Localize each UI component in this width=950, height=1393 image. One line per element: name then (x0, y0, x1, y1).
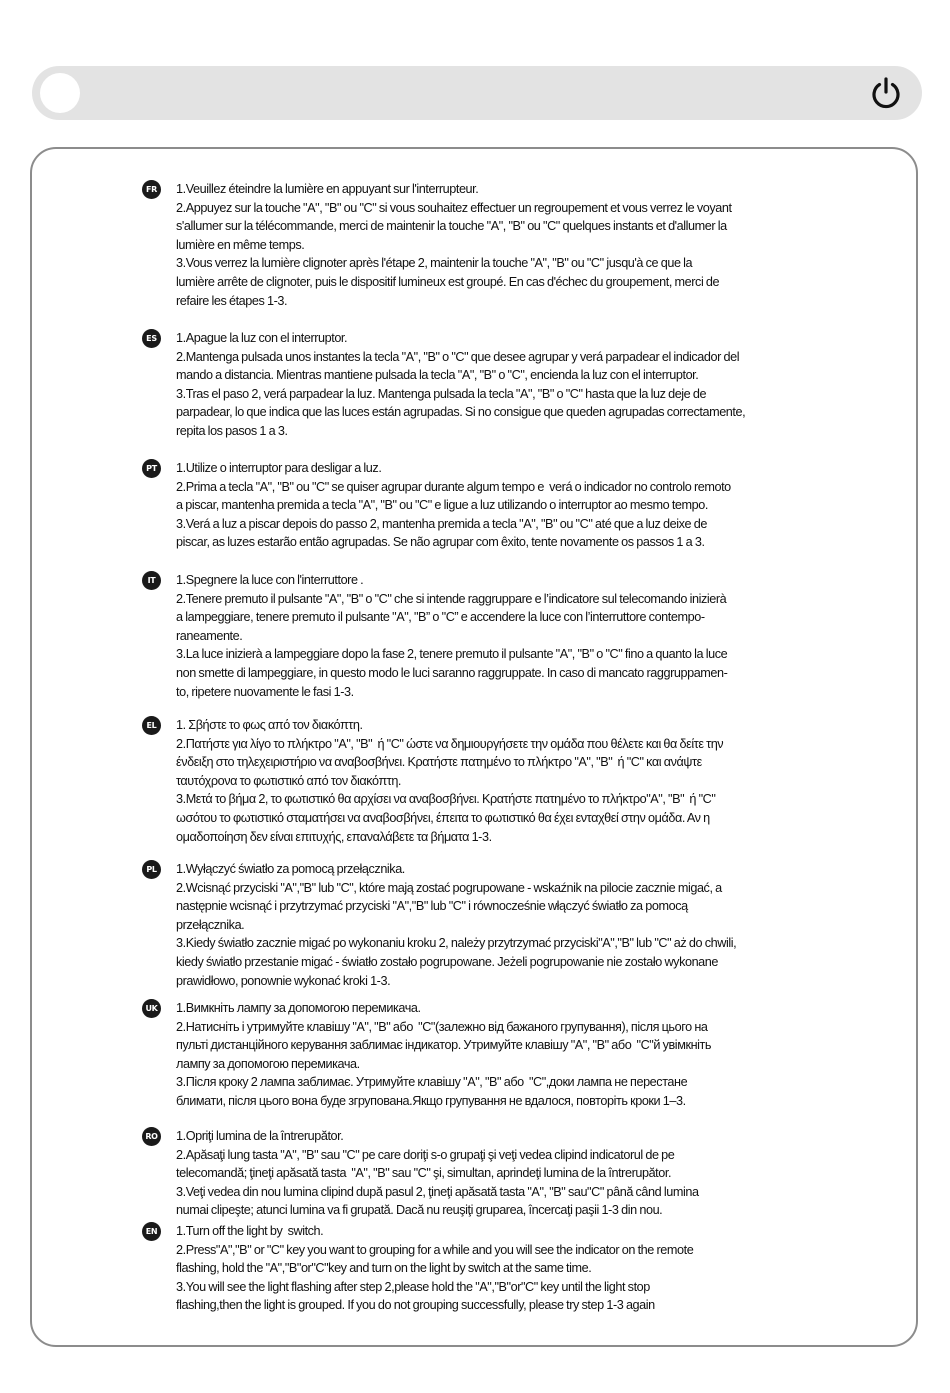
text-line: ομαδοποίηση δεν είναι επιτυχής, επαναλάβετε τα βήματα 1-3. (176, 828, 492, 844)
text-line: 3.Μετά το βήμα 2, το φωτιστικό θα αρχίσει να αναβοσβήνει. Κρατήστε πατημένο το πλήκτρο"A", "B" ή "C" (176, 791, 716, 807)
text-line: 2.Натисніть і утримуйте клавішу "A", "B" або "C"(залежно від бажаного групування), після цього на (176, 1018, 708, 1034)
language-badge-ro: RO (142, 1127, 161, 1146)
language-badge-pl: PL (142, 860, 161, 879)
text-line: 3.Verá a luz a piscar depois do passo 2, mantenha premida a tecla "A", "B" ou "C" até que a luz deixe de (176, 515, 707, 531)
header-circle (40, 73, 80, 113)
text-line: 1.Utilize o interruptor para desligar a luz. (176, 460, 382, 475)
section-pl (142, 860, 802, 990)
language-badge-en: EN (142, 1222, 161, 1241)
text-line: 1.Spegnere la luce con l'interruttore . (176, 572, 364, 587)
text-line: numai clipeşte; atunci lumina va fi grupată. Dacă nu reuşiţi gruparea, încercaţi paşii 1-3 din nou. (176, 1202, 663, 1218)
text-line: 2.Apăsaţi lung tasta "A", "B" sau "C" pe care doriţi s-o grupaţi şi veţi vedea clipind indicatorul de pe (176, 1146, 675, 1162)
text-line: 2.Πατήστε για λίγο το πλήκτρο "A", "B" ή "C" ώστε να δημιουργήσετε την ομάδα που θέλετε και θα δείτε την (176, 735, 724, 751)
language-badge-el: EL (142, 716, 161, 735)
text-line: prawidłowo, ponownie wykonać kroki 1-3. (176, 972, 391, 988)
language-badge-es: ES (142, 329, 161, 348)
text-line: 2.Wcisnąć przyciski "A","B" lub "C", które mają zostać pogrupowane - wskaźnik na pilocie zacznie migać, a (176, 879, 722, 895)
text-line: 1.Turn off the light by switch. (176, 1223, 324, 1238)
language-badge-it: IT (142, 571, 161, 590)
text-line: to, ripetere nuovamente le fasi 1-3. (176, 683, 354, 699)
text-line: 1.Opriţi lumina de la întrerupător. (176, 1128, 344, 1143)
text-line: ταυτόχρονα το φωτιστικό από τον διακόπτη. (176, 772, 402, 788)
section-it (142, 571, 802, 701)
text-line: a lampeggiare, tenere premuto il pulsante "A", "B” o "C” e accendere la luce con l’interruttore contempo- (176, 609, 705, 625)
instructions-ro (176, 1127, 790, 1220)
section-pt (142, 459, 802, 552)
text-line: 3.You will see the light flashing after step 2,please hold the "A","B"or"C" key until the light stop (176, 1278, 650, 1294)
text-line: 1.Apague la luz con el interruptor. (176, 330, 348, 345)
text-line: 2.Tenere premuto il pulsante "A", "B" o "C" che si intende raggruppare e l’indicatore sul telecomando inizierà (176, 590, 727, 606)
text-line: 3.Kiedy światło zacznie migać po wykonaniu kroku 2, należy przytrzymać przyciski"A","B" lub "C" aż do chwili, (176, 935, 737, 951)
instructions-pt (176, 459, 790, 552)
section-fr (142, 180, 802, 310)
text-line: 3.Veţi vedea din nou lumina clipind după pasul 2, ţineţi apăsată tasta "A", "B" sau"C" până când lumina (176, 1183, 699, 1199)
text-line: 2.Appuyez sur la touche "A", "B" ou "C" si vous souhaitez effectuer un regroupement et vous verrez le voyant (176, 199, 732, 215)
text-line: ένδειξη στο τηλεχειριστήριο να αναβοσβήνει. Κρατήστε πατημένο το πλήκτρο "A", "B" ή "C" και ανάψτε (176, 754, 702, 770)
text-line: raneamente. (176, 627, 243, 643)
language-badge-fr: FR (142, 180, 161, 199)
text-line: 1.Wyłączyć światło za pomocą przełącznika. (176, 861, 405, 876)
text-line: flashing,then the light is grouped. If you do not grouping successfully, please try step 1-3 again (176, 1297, 655, 1313)
section-el (142, 716, 802, 846)
text-line: parpadear, lo que indica que las luces están agrupadas. Si no consigue que queden agrupadas correctamente, (176, 404, 746, 420)
header-bar (32, 66, 922, 120)
text-line: non smette di lampeggiare, in questo modo le luci saranno raggruppate. In caso di mancato raggruppamen- (176, 664, 728, 680)
text-line: 2.Press"A","B" or "C" key you want to grouping for a while and you will see the indicator on the remote (176, 1241, 694, 1257)
text-line: 1. Σβήστε το φως από τον διακόπτη. (176, 717, 363, 732)
text-line: piscar, as luzes estarão então agrupadas. Se não agrupar com êxito, tente novamente os passos 1 a 3. (176, 534, 705, 550)
text-line: 1.Veuillez éteindre la lumière en appuyant sur l'interrupteur. (176, 181, 479, 196)
text-line: lumière en même temps. (176, 236, 305, 252)
text-line: 3.Після кроку 2 лампа заблимає. Утримуйте клавішу "A", "B" або "C",доки лампа не перестане (176, 1074, 688, 1090)
instructions-uk (176, 999, 790, 1111)
text-line: następnie wcisnąć i przytrzymać przyciski "A","B" lub "C" i równocześnie włączyć światło za pomocą (176, 898, 688, 914)
text-line: блимати, після цього вона буде згрупована.Якщо групування не вдалося, повторіть кроки 1–3. (176, 1092, 686, 1108)
language-badge-uk: UK (142, 999, 161, 1018)
text-line: s'allumer sur la télécommande, merci de maintenir la touche "A", "B" ou "C" quelques instants et d'allumer la (176, 218, 727, 234)
section-ro (142, 1127, 802, 1220)
text-line: лампу за допомогою перемикача. (176, 1055, 360, 1071)
text-line: refaire les étapes 1-3. (176, 292, 288, 308)
text-line: ωσότου το φωτιστικό σταματήσει να αναβοσβήνει, έπειτα το φωτιστικό θα έχει ενταχθεί στην ομάδα. Αν η (176, 809, 710, 825)
text-line: 3.Tras el paso 2, verá parpadear la luz. Mantenga pulsada la tecla "A", "B" o "C" hasta que la luz deje de (176, 385, 707, 401)
instructions-fr (176, 180, 790, 310)
section-es (142, 329, 802, 441)
instructions-it (176, 571, 790, 701)
language-badge-pt: PT (142, 459, 161, 478)
instructions-es (176, 329, 790, 441)
instructions-en (176, 1222, 790, 1315)
text-line: repita los pasos 1 a 3. (176, 422, 288, 438)
text-line: mando a distancia. Mientras mantiene pulsada la tecla "A", "B" o "C", encienda la luz con el interruptor. (176, 367, 699, 383)
section-uk (142, 999, 802, 1111)
text-line: пульті дистанційного керування заблимає індикатор. Утримуйте клавішу "A", "B" або "C"й увімкніть (176, 1037, 712, 1053)
section-en (142, 1222, 802, 1315)
text-line: 2.Prima a tecla "A", "B" ou "C" se quiser agrupar durante algum tempo e verá o indicador no controlo remoto (176, 478, 731, 494)
text-line: a piscar, mantenha premida a tecla "A", "B" ou "C" e ligue a luz utilizando o interruptor ao mesmo tempo. (176, 497, 708, 513)
text-line: przełącznika. (176, 916, 245, 932)
text-line: lumière arrête de clignoter, puis le dispositif lumineux est groupé. En cas d'échec du groupement, merci de (176, 273, 720, 289)
text-line: kiedy światło przestanie migać - światło zostało pogrupowane. Jeżeli pogrupowanie nie zostało wykonane (176, 953, 719, 969)
text-line: 2.Mantenga pulsada unos instantes la tecla "A", "B" o "C" que desee agrupar y verá parpadear el indicador del (176, 348, 740, 364)
text-line: 3.La luce inizierà a lampeggiare dopo la fase 2, tenere premuto il pulsante "A", "B" o "C" fino a quanto la luce (176, 646, 728, 662)
text-line: telecomandă; ţineţi apăsată tasta "A", "B" sau "C" şi, simultan, aprindeţi lumina de la întrerupător. (176, 1165, 672, 1181)
text-line: 1.Вимкніть лампу за допомогою перемикача. (176, 1000, 421, 1015)
text-line: 3.Vous verrez la lumière clignoter après l'étape 2, maintenir la touche "A", "B" ou "C" jusqu'à ce que la (176, 255, 693, 271)
text-line: flashing, hold the "A","B"or"C"key and turn on the light by switch at the same time. (176, 1260, 592, 1276)
instructions-el (176, 716, 790, 846)
power-icon (868, 75, 904, 111)
instructions-pl (176, 860, 790, 990)
